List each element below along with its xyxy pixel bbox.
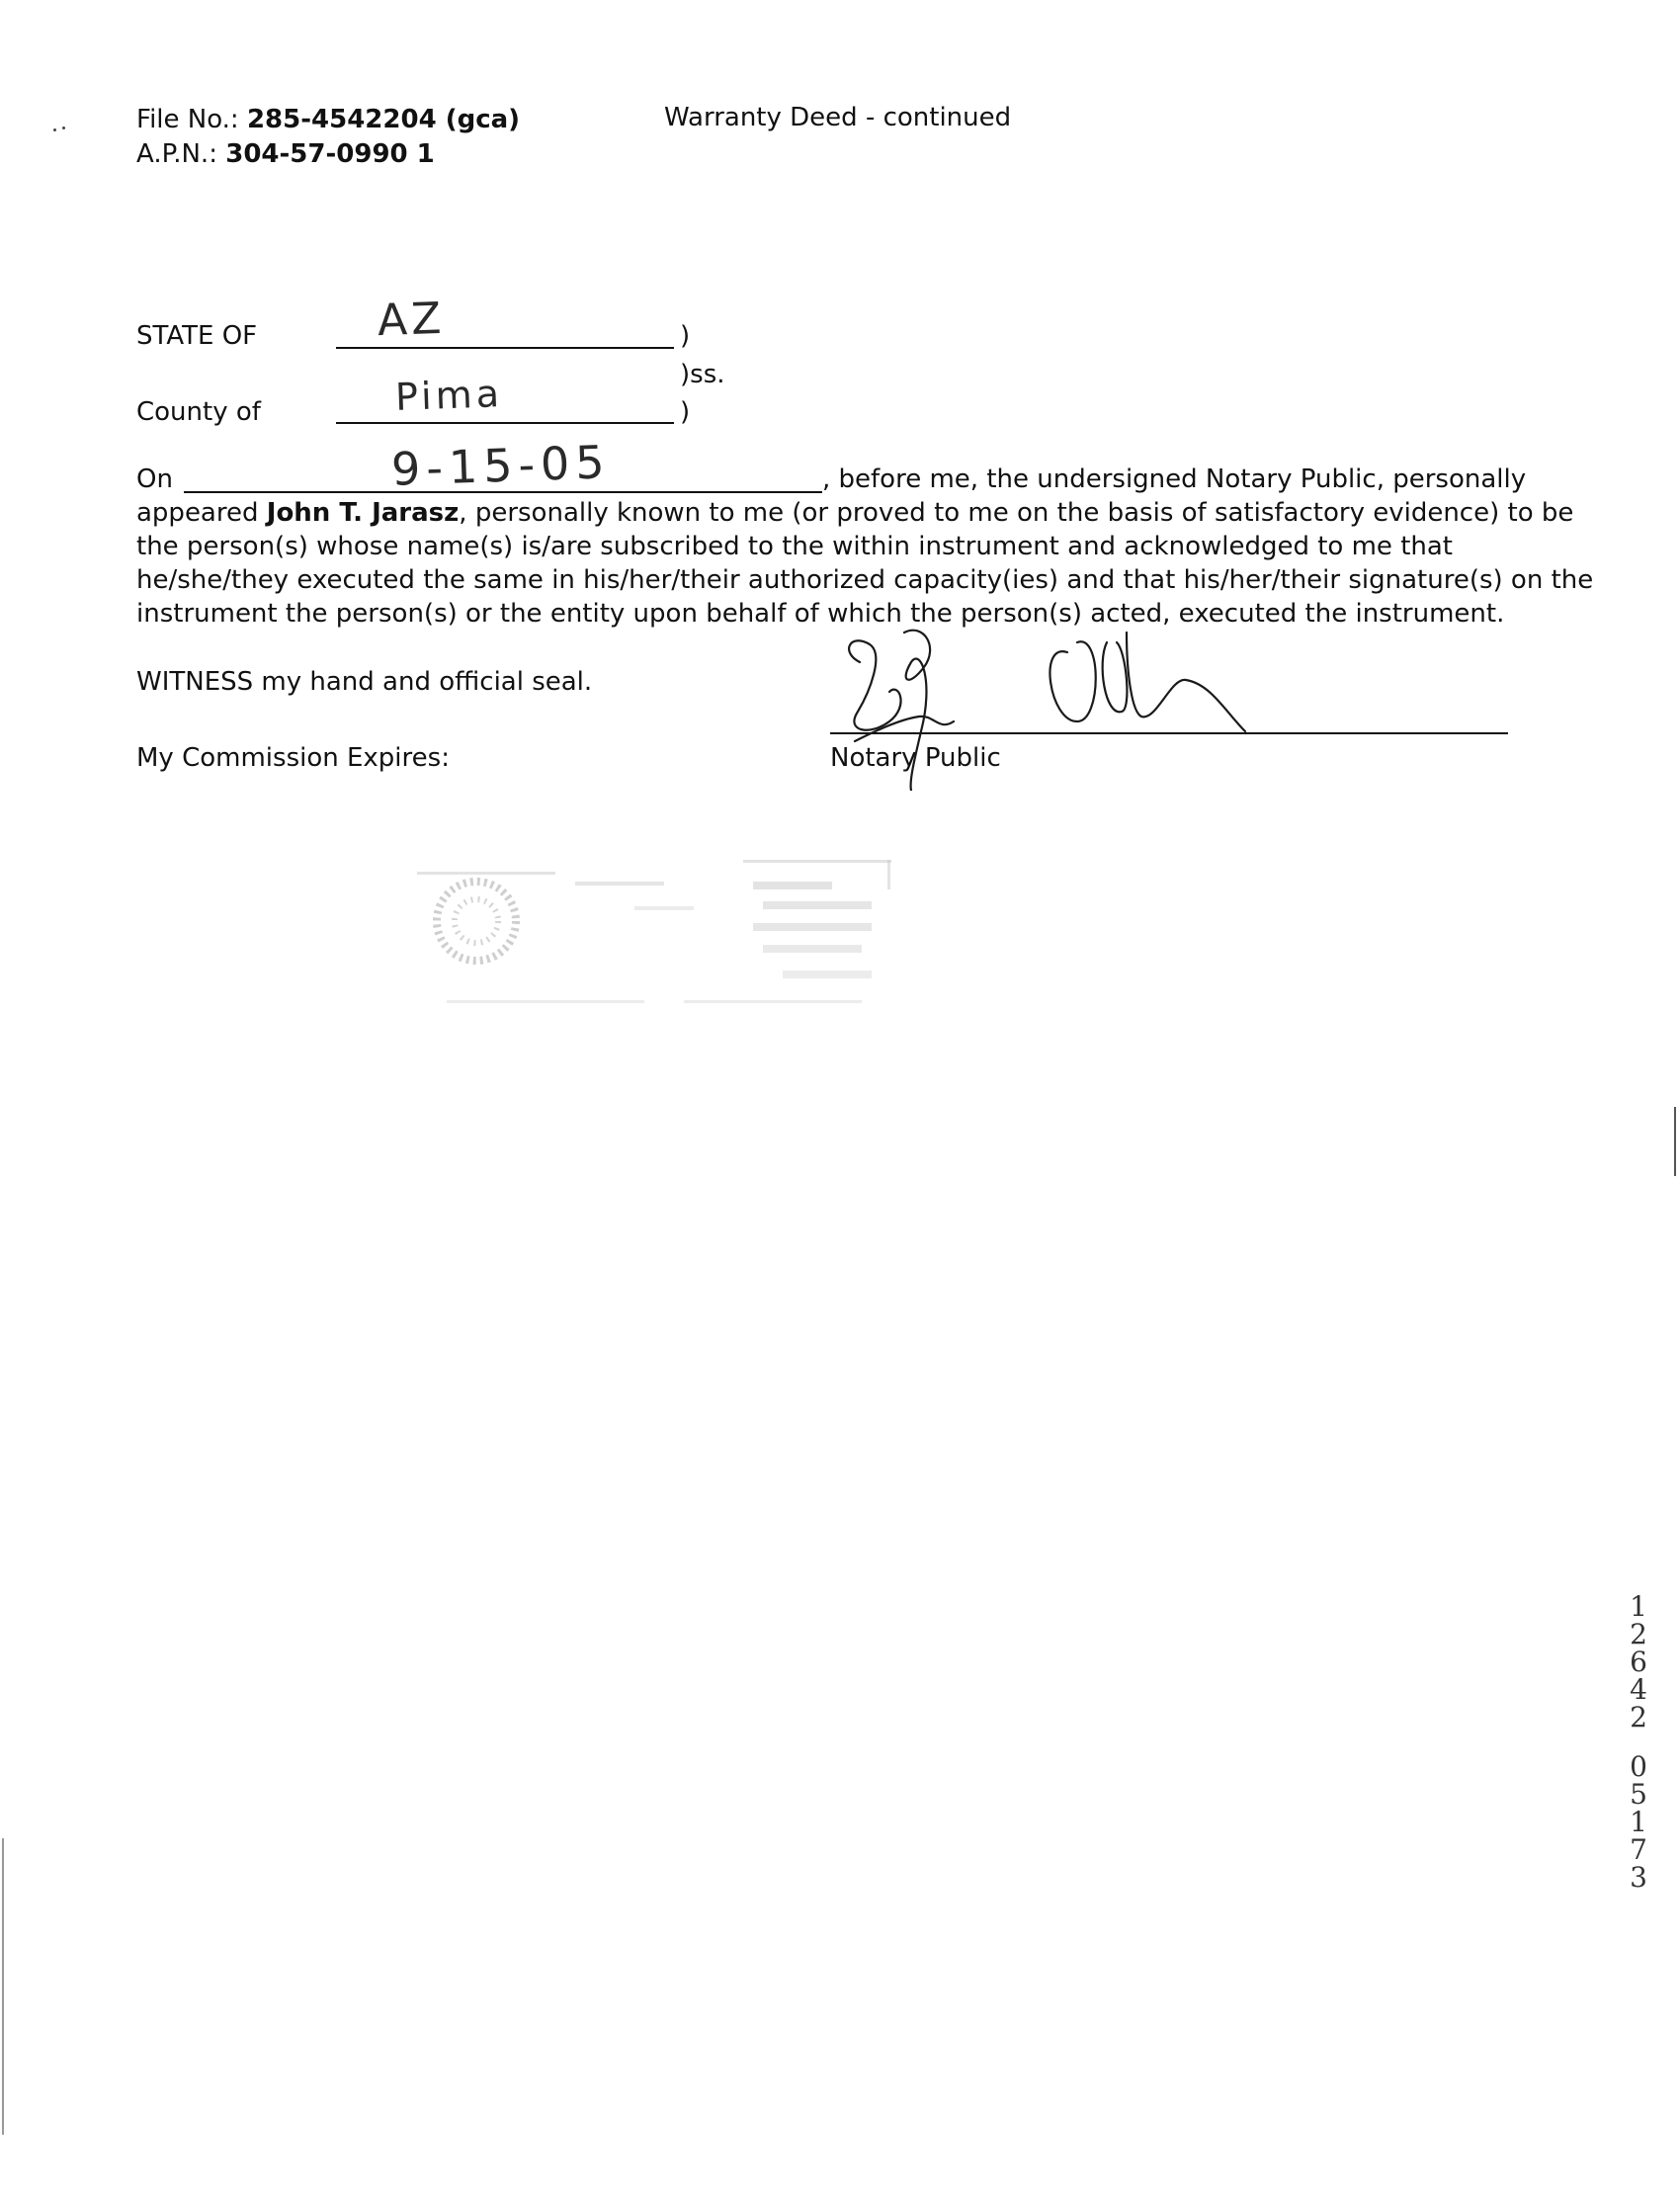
on-label: On <box>136 465 173 494</box>
ack-line-1: , before me, the undersigned Notary Public, personally <box>822 465 1527 494</box>
recording-digit: 0 <box>1630 1750 1647 1783</box>
recording-digit: 3 <box>1630 1861 1647 1894</box>
scan-dot <box>62 127 65 129</box>
signer-name: John T. Jarasz <box>266 498 460 528</box>
recording-digit: 6 <box>1630 1646 1647 1678</box>
scan-dot <box>53 128 56 131</box>
ack-line-2-start: appeared <box>136 498 267 528</box>
ack-line-4: he/she/they executed the same in his/her/their authorized capacity(ies) and that his/her/their signature(s) on the <box>136 565 1594 595</box>
state-label: STATE OF <box>136 321 258 351</box>
recording-digit: 1 <box>1630 1590 1647 1623</box>
document-title: Warranty Deed - continued <box>664 103 1012 132</box>
apn-number <box>136 137 435 171</box>
apn-label: A.P.N.: <box>136 139 217 169</box>
county-underline <box>336 422 674 424</box>
county-paren: ) <box>680 397 691 427</box>
recording-digit: 2 <box>1630 1618 1647 1650</box>
ack-line-2 <box>136 496 1573 530</box>
recording-digit: 7 <box>1630 1833 1647 1866</box>
recording-digit: 5 <box>1630 1778 1647 1811</box>
recording-digit: 4 <box>1630 1673 1647 1706</box>
file-number <box>136 103 520 136</box>
notary-public-label: Notary Public <box>830 743 1001 773</box>
witness-text: WITNESS my hand and official seal. <box>136 667 593 697</box>
notary-signature-icon <box>830 623 1304 791</box>
recording-digit: 1 <box>1630 1806 1647 1838</box>
file-number-value: 285-4542204 (gca) <box>246 105 521 134</box>
commission-expires-label: My Commission Expires: <box>136 743 450 773</box>
state-underline <box>336 347 674 349</box>
ack-line-5: instrument the person(s) or the entity upon behalf of which the person(s) acted, executed the instrument. <box>136 599 1505 629</box>
faded-notary-seal-icon <box>407 852 901 1040</box>
recording-digit: 2 <box>1630 1701 1647 1733</box>
ack-line-2-end: , personally known to me (or proved to me on the basis of satisfactory evidence) to be <box>459 498 1574 528</box>
state-paren: ) <box>680 321 691 351</box>
recording-number-vertical <box>1621 1590 1656 1894</box>
county-label: County of <box>136 397 261 427</box>
ack-line-3: the person(s) whose name(s) is/are subscribed to the within instrument and acknowledged to me that <box>136 532 1453 561</box>
date-handwritten-value: 9-15-05 <box>390 435 612 496</box>
apn-value: 304-57-0990 1 <box>225 139 435 169</box>
state-handwritten-value: AZ <box>377 293 447 347</box>
file-number-label: File No.: <box>136 105 239 134</box>
county-handwritten-value: Pima <box>394 372 504 419</box>
scan-edge-mark <box>2 1838 4 2135</box>
ss-label: )ss. <box>680 360 725 389</box>
scan-edge-mark <box>1674 1107 1676 1176</box>
